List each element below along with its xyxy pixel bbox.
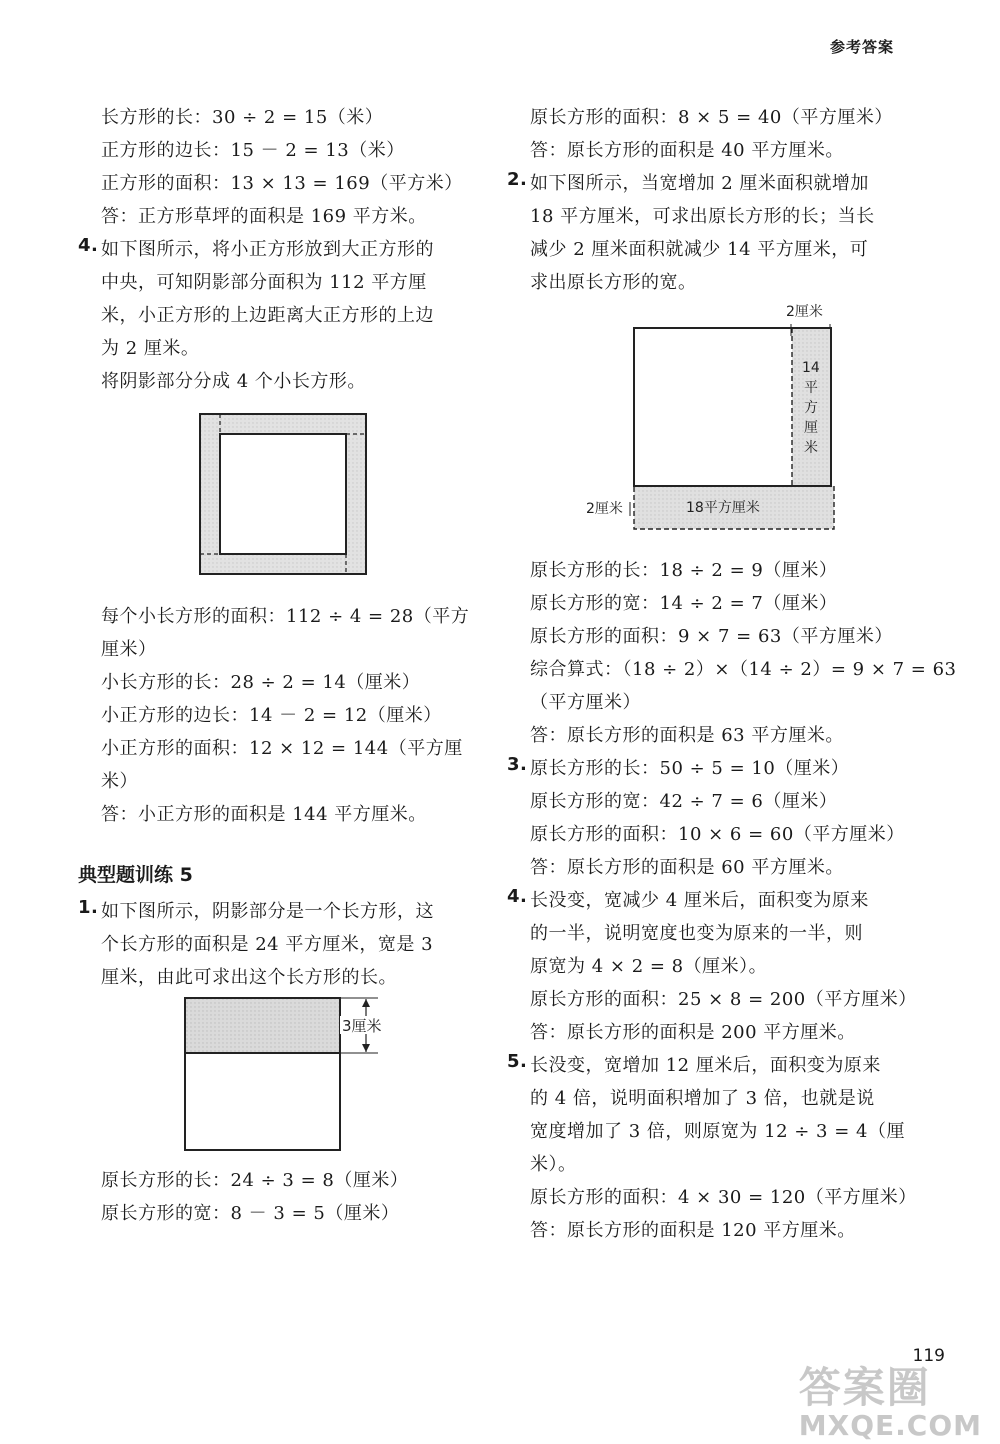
square-frame-figure	[196, 410, 370, 578]
right-area-label: 14	[802, 360, 820, 376]
text-line: 将阴影部分分成 4 个小长方形。	[101, 371, 366, 392]
question-number: 2.	[507, 169, 528, 190]
question-number: 3.	[507, 754, 528, 775]
text-line: 答：小正方形的面积是 144 平方厘米。	[101, 804, 427, 825]
text-line: 答：正方形草坪的面积是 169 平方米。	[101, 206, 427, 227]
side-dimension-label: 2厘米	[586, 501, 623, 517]
text-line: 原长方形的面积：10 × 6 = 60（平方厘米）	[530, 824, 905, 845]
text-line: 求出原长方形的宽。	[530, 272, 697, 293]
text-line: 宽度增加了 3 倍，则原宽为 12 ÷ 3 = 4（厘	[530, 1121, 905, 1142]
text-line: 每个小长方形的面积：112 ÷ 4 = 28（平方	[101, 606, 470, 627]
right-area-label: 方	[804, 400, 818, 416]
text-line: 小正方形的边长：14 － 2 = 12（厘米）	[101, 705, 442, 726]
watermark-url: MXQE.COM	[798, 1409, 982, 1442]
right-area-label: 厘	[804, 420, 818, 436]
text-line: 为 2 厘米。	[101, 338, 200, 359]
text-line: 答：原长方形的面积是 40 平方厘米。	[530, 140, 844, 161]
question-number: 4.	[78, 235, 99, 256]
text-line: 长方形的长：30 ÷ 2 = 15（米）	[101, 107, 384, 128]
text-line: 原长方形的宽：8 － 3 = 5（厘米）	[101, 1203, 400, 1224]
watermark	[799, 1355, 982, 1442]
text-line: 原长方形的面积：4 × 30 = 120（平方厘米）	[530, 1187, 917, 1208]
question-number: 5.	[507, 1051, 528, 1072]
text-line: 长没变，宽增加 12 厘米后，面积变为原来	[530, 1055, 881, 1076]
text-line: 如下图所示，当宽增加 2 厘米面积就增加	[530, 173, 869, 194]
text-line: 答：原长方形的面积是 60 平方厘米。	[530, 857, 844, 878]
text-line: 米，小正方形的上边距离大正方形的上边	[101, 305, 434, 326]
text-line: 原长方形的长：18 ÷ 2 = 9（厘米）	[530, 560, 838, 581]
arrow-head	[362, 1044, 370, 1052]
text-line: （平方厘米）	[530, 692, 641, 713]
bottom-area-label: 18平方厘米	[686, 500, 760, 516]
text-line: 正方形的边长：15 － 2 = 13（米）	[101, 140, 405, 161]
text-line: 原长方形的宽：42 ÷ 7 = 6（厘米）	[530, 791, 838, 812]
question-number: 1.	[78, 897, 99, 918]
text-line: 长没变，宽减少 4 厘米后，面积变为原来	[530, 890, 869, 911]
text-line: 如下图所示，将小正方形放到大正方形的	[101, 239, 434, 260]
rectangle-strip-figure	[182, 994, 422, 1154]
page-header: 参考答案	[829, 38, 894, 56]
text-line: 答：原长方形的面积是 63 平方厘米。	[530, 725, 844, 746]
right-area-label: 平	[804, 380, 818, 396]
dimension-label: 3厘米	[342, 1017, 382, 1035]
inner-square	[220, 434, 346, 554]
text-line: 如下图所示，阴影部分是一个长方形，这	[101, 901, 434, 922]
text-line: 原宽为 4 × 2 = 8（厘米）。	[530, 956, 768, 977]
top-dimension-label: 2厘米	[786, 304, 823, 320]
text-line: 厘米，由此可求出这个长方形的长。	[101, 967, 397, 988]
text-line: 小正方形的面积：12 × 12 = 144（平方厘	[101, 738, 463, 759]
text-line: 正方形的面积：13 × 13 = 169（平方米）	[101, 173, 463, 194]
text-line: 小长方形的长：28 ÷ 2 = 14（厘米）	[101, 672, 421, 693]
watermark-logo-text: 答案圈	[798, 1363, 931, 1412]
text-line: 原长方形的面积：9 × 7 = 63（平方厘米）	[530, 626, 893, 647]
text-line: 厘米）	[101, 639, 157, 660]
rectangle-extension-figure	[578, 298, 842, 538]
text-line: 原长方形的宽：14 ÷ 2 = 7（厘米）	[530, 593, 838, 614]
arrow-head	[362, 999, 370, 1007]
text-line: 原长方形的面积：8 × 5 = 40（平方厘米）	[530, 107, 893, 128]
text-line: 18 平方厘米，可求出原长方形的长；当长	[530, 206, 875, 227]
page-number: 119	[912, 1346, 945, 1366]
text-line: 原长方形的长：50 ÷ 5 = 10（厘米）	[530, 758, 850, 779]
section-title: 典型题训练 5	[78, 864, 193, 886]
text-line: 原长方形的长：24 ÷ 3 = 8（厘米）	[101, 1170, 409, 1191]
text-line: 米）。	[530, 1154, 577, 1175]
right-area-label: 米	[804, 440, 818, 456]
text-line: 米）	[101, 771, 138, 792]
text-line: 答：原长方形的面积是 200 平方厘米。	[530, 1022, 856, 1043]
text-line: 的一半，说明宽度也变为原来的一半，则	[530, 923, 863, 944]
question-number: 4.	[507, 886, 528, 907]
text-line: 的 4 倍，说明面积增加了 3 倍，也就是说	[530, 1088, 875, 1109]
text-line: 中央，可知阴影部分面积为 112 平方厘	[101, 272, 427, 293]
text-line: 减少 2 厘米面积就减少 14 平方厘米，可	[530, 239, 869, 260]
text-line: 个长方形的面积是 24 平方厘米，宽是 3	[101, 934, 434, 955]
text-line: 综合算式：（18 ÷ 2）×（14 ÷ 2）= 9 × 7 = 63	[530, 659, 957, 680]
shaded-strip	[185, 998, 340, 1053]
text-line: 答：原长方形的面积是 120 平方厘米。	[530, 1220, 856, 1241]
text-line: 原长方形的面积：25 × 8 = 200（平方厘米）	[530, 989, 917, 1010]
